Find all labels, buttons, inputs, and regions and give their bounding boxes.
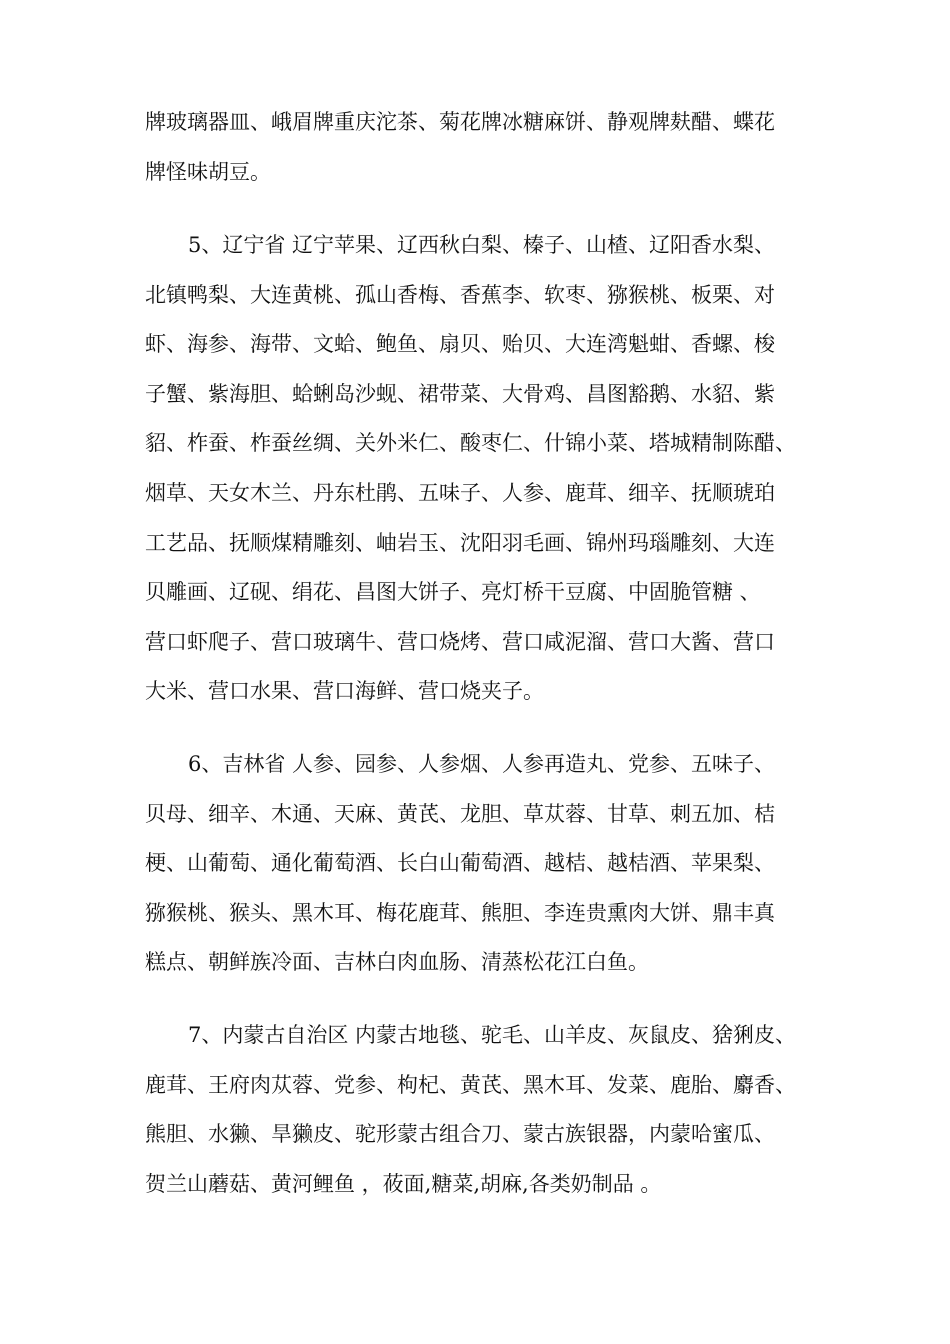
text-line: 营口虾爬子、营口玻璃牛、营口烧烤、营口咸泥溜、营口大酱、营口 (145, 630, 775, 654)
text-line: 工艺品、抚顺煤精雕刻、岫岩玉、沈阳羽毛画、锦州玛瑙雕刻、大连 (145, 531, 775, 555)
text-line: 大米、营口水果、营口海鲜、营口烧夹子。 (145, 679, 544, 703)
text-line: 贺兰山蘑菇、黄河鲤鱼 ，莜面,糖菜,胡麻,各类奶制品 。 (145, 1172, 662, 1196)
text-line: 猕猴桃、猴头、黑木耳、梅花鹿茸、熊胆、李连贵熏肉大饼、鼎丰真 (145, 901, 775, 925)
text-line: 虾、海参、海带、文蛤、鲍鱼、扇贝、贻贝、大连湾魁蚶、香螺、梭 (145, 332, 775, 356)
text-line: 貂、柞蚕、柞蚕丝绸、关外米仁、酸枣仁、什锦小菜、塔城精制陈醋、 (145, 431, 796, 455)
text-line: 糕点、朝鲜族冷面、吉林白肉血肠、清蒸松花江白鱼。 (145, 950, 649, 974)
text-line: 烟草、天女木兰、丹东杜鹃、五味子、人参、鹿茸、细辛、抚顺琥珀 (145, 481, 775, 505)
paragraph-first-line: 7、内蒙古自治区 内蒙古地毯、驼毛、山羊皮、灰鼠皮、猞猁皮、 (188, 1023, 797, 1047)
text-line: 梗、山葡萄、通化葡萄酒、长白山葡萄酒、越桔、越桔酒、苹果梨、 (145, 851, 775, 875)
paragraph-first-line: 6、吉林省 人参、园参、人参烟、人参再造丸、党参、五味子、 (188, 752, 776, 776)
text-line: 子蟹、紫海胆、蛤蜊岛沙蚬、裙带菜、大骨鸡、昌图豁鹅、水貂、紫 (145, 382, 775, 406)
text-line: 贝母、细辛、木通、天麻、黄芪、龙胆、草苁蓉、甘草、刺五加、桔 (145, 802, 775, 826)
text-line: 牌玻璃器皿、峨眉牌重庆沱茶、菊花牌冰糖麻饼、静观牌麸醋、蝶花 (145, 110, 775, 134)
text-line: 鹿茸、王府肉苁蓉、党参、枸杞、黄芪、黑木耳、发菜、鹿胎、麝香、 (145, 1073, 796, 1097)
paragraph-first-line: 5、辽宁省 辽宁苹果、辽西秋白梨、榛子、山楂、辽阳香水梨、 (188, 233, 776, 257)
text-line: 熊胆、水獭、旱獭皮、驼形蒙古组合刀、蒙古族银器，内蒙哈蜜瓜、 (145, 1122, 775, 1146)
text-line: 北镇鸭梨、大连黄桃、孤山香梅、香蕉李、软枣、猕猴桃、板栗、对 (145, 283, 775, 307)
text-line: 贝雕画、辽砚、绢花、昌图大饼子、亮灯桥干豆腐、中固脆管糖 、 (145, 580, 761, 604)
text-line: 牌怪味胡豆。 (145, 160, 271, 184)
